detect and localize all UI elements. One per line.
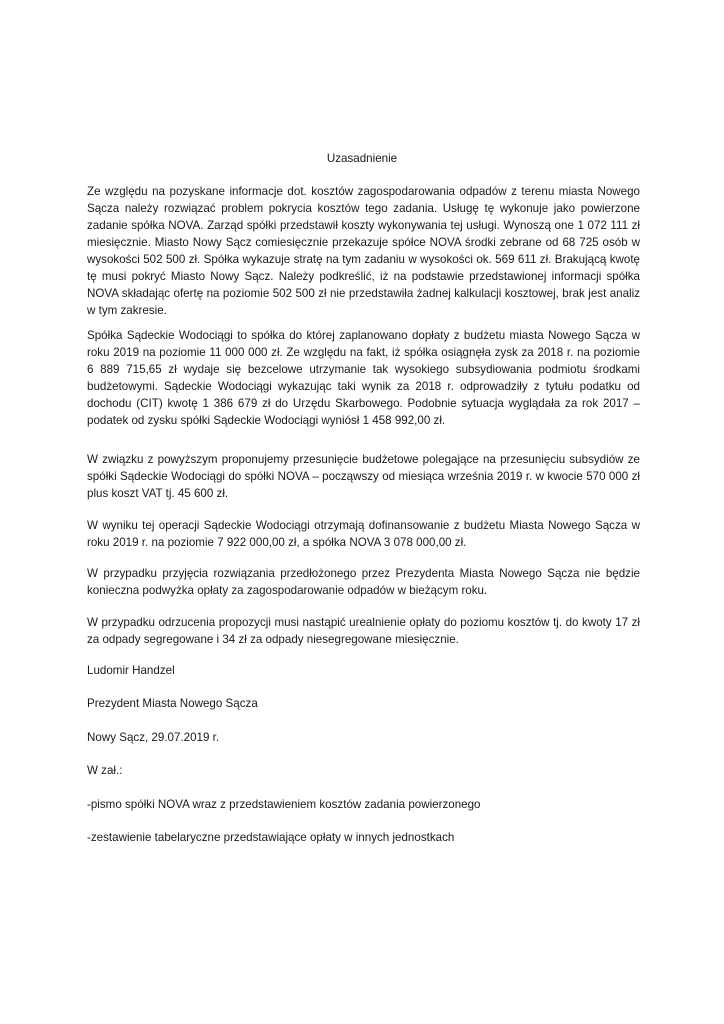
paragraph-wodociagi-subsidy: Spółka Sądeckie Wodociągi to spółka do której zaplanowano dopłaty z budżetu miasta Nowego Sącza w roku 2019 na poziomie 11 000 000 zł. Ze względu na fakt, iż spółka osiągnęła zysk za 2018 r. na poziomie 6 889 715,65 zł wydaje się bezcelowe utrzymanie tak wysokiego subsydiowania podmiotu środkami budżetowymi. Sądeckie Wodociągi wykazując taki wynik za 2018 r. odprowadziły z tytułu podatku od dochodu (CIT) kwotę 1 386 679 zł do Urzędu Skarbowego. Podobnie sytuacja wyglądała za rok 2017 – podatek od zysku spółki Sądeckie Wodociągi wyniósł 1 458 992,00 zł. bbox=[87, 329, 640, 427]
paragraph-fee-adjustment: W przypadku odrzucenia propozycji musi nastąpić urealnienie opłaty do poziomu kosztów tj. do kwoty 17 zł za odpady segregowane i 34 zł za odpady niesegregowane miesięcznie. bbox=[87, 616, 640, 646]
paragraph-no-fee-increase: W przypadku przyjęcia rozwiązania przedłożonego przez Prezydenta Miasta Nowego Sącza nie będzie konieczna podwyżka opłaty za zagospodarowanie odpadów w bieżącym roku. bbox=[87, 567, 640, 597]
signature-role: Prezydent Miasta Nowego Sącza bbox=[87, 697, 258, 710]
attachment-item: -zestawienie tabelaryczne przedstawiające opłaty w innych jednostkach bbox=[87, 831, 455, 844]
document-title: Uzasadnienie bbox=[326, 152, 398, 165]
attachments-label: W zał.: bbox=[87, 764, 123, 777]
signature-name: Ludomir Handzel bbox=[87, 664, 175, 677]
paragraph-budget-shift: W związku z powyższym proponujemy przesunięcie budżetowe polegające na przesunięciu subsydiów ze spółki Sądeckie Wodociągi do spółki NOVA – począwszy od miesiąca września 2019 r. w kwocie 570 000 zł plus koszt VAT tj. 45 600 zł. bbox=[87, 453, 640, 500]
attachment-item: -pismo spółki NOVA wraz z przedstawieniem kosztów zadania powierzonego bbox=[87, 798, 481, 811]
place-date: Nowy Sącz, 29.07.2019 r. bbox=[87, 731, 220, 744]
paragraph-nova-costs: Ze względu na pozyskane informacje dot. kosztów zagospodarowania odpadów z terenu miasta Nowego Sącza należy rozwiązać problem pokrycia kosztów tego zadania. Usługę tę wykonuje jako powierzone zadanie spółka NOVA. Zarząd spółki przedstawił koszty wykonywania tej usługi. Wynoszą one 1 072 111 zł miesięcznie. Miasto Nowy Sącz comiesięcznie przekazuje spółce NOVA środki zebrane od 68 725 osób w wysokości 502 500 zł. Spółka wykazuje stratę na tym zadaniu w wysokości ok. 569 611 zł. Brakującą kwotę tę musi pokryć Miasto Nowy Sącz. Należy podkreślić, iż na podstawie przedstawionej informacji spółka NOVA składając ofertę na poziomie 502 500 zł nie przedstawiła żadnej kalkulacji kosztowej, brak jest analiz w tym zakresie. bbox=[87, 185, 640, 317]
paragraph-operation-result: W wyniku tej operacji Sądeckie Wodociągi otrzymają dofinansowanie z budżetu Miasta Nowego Sącza w roku 2019 r. na poziomie 7 922 000,00 zł, a spółka NOVA 3 078 000,00 zł. bbox=[87, 519, 640, 549]
